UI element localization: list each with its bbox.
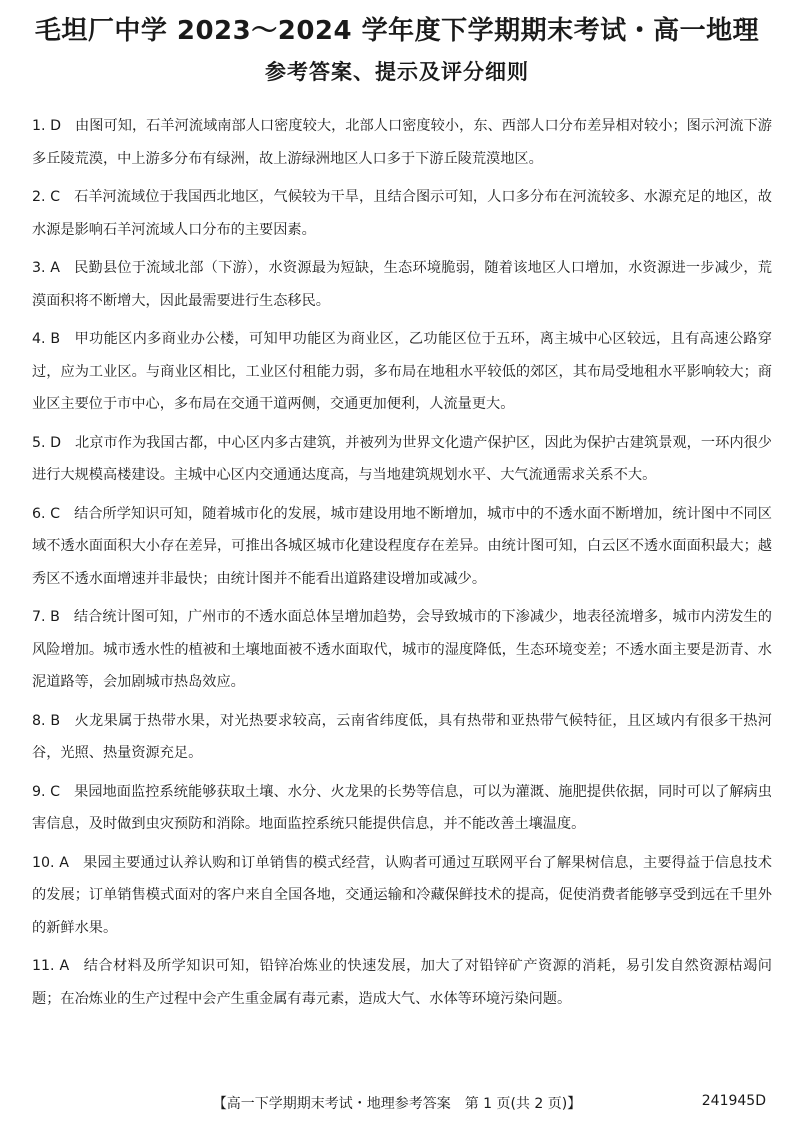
answer-number: 10. A bbox=[32, 854, 69, 871]
answer-item bbox=[32, 776, 772, 841]
page-title: 毛坦厂中学 2023～2024 学年度下学期期末考试・高一地理 bbox=[34, 16, 760, 46]
answer-number: 11. A bbox=[32, 958, 70, 974]
answer-item bbox=[32, 323, 772, 421]
footer-page-info: 【高一下学期期末考试・地理参考答案 第 1 页(共 2 页)】 bbox=[212, 1096, 582, 1112]
answer-number: 1. D bbox=[32, 118, 62, 134]
answer-list bbox=[32, 110, 772, 1021]
answer-item bbox=[32, 181, 772, 246]
answer-explanation: 结合统计图可知，广州市的不透水面总体呈增加趋势，会导致城市的下渗减少，地表径流增多，城市内涝发生的风险增加。城市透水性的植被和土壤地面被不透水面取代，城市的湿度降低，生态环境变差；不透水面主要是沥青、水泥道路等，会加剧城市热岛效应。 bbox=[32, 609, 772, 690]
answer-number: 8. B bbox=[32, 712, 61, 729]
answer-explanation: 果园地面监控系统能够获取土壤、水分、火龙果的长势等信息，可以为灌溉、施肥提供依据，同时可以了解病虫害信息，及时做到虫灾预防和消除。地面监控系统只能提供信息，并不能改善土壤温度。 bbox=[32, 783, 772, 832]
answer-item bbox=[32, 427, 772, 492]
answer-item bbox=[32, 498, 772, 596]
answer-number: 5. D bbox=[32, 434, 62, 451]
answer-explanation: 结合所学知识可知，随着城市化的发展，城市建设用地不断增加，城市中的不透水面不断增加，统计图中不同区域不透水面面积大小存在差异，可推出各城区城市化建设程度存在差异。由统计图可知，白云区不透水面面积最大；越秀区不透水面增速并非最快；由统计图并不能看出道路建设增加或减少。 bbox=[32, 505, 772, 587]
answer-explanation: 结合材料及所学知识可知，铅锌冶炼业的快速发展，加大了对铅锌矿产资源的消耗，易引发自然资源枯竭问题；在冶炼业的生产过程中会产生重金属有毒元素，造成大气、水体等环境污染问题。 bbox=[32, 958, 772, 1007]
answer-number: 6. C bbox=[32, 505, 61, 522]
answer-explanation: 甲功能区内多商业办公楼，可知甲功能区为商业区，乙功能区位于五环，离主城中心区较远，且有高速公路穿过，应为工业区。与商业区相比，工业区付租能力弱，多布局在地租水平较低的郊区，其布局受地租水平影响较大；商业区主要位于市中心，多布局在交通干道两侧，交通更加便利，人流量更大。 bbox=[32, 331, 772, 412]
footer-doc-code: 241945D bbox=[701, 1093, 766, 1109]
page-subtitle: 参考答案、提示及评分细则 bbox=[265, 60, 529, 84]
answer-number: 2. C bbox=[32, 189, 61, 205]
answer-number: 9. C bbox=[32, 783, 61, 800]
answer-explanation: 石羊河流域位于我国西北地区，气候较为干旱，且结合图示可知，人口多分布在河流较多、水源充足的地区，故水源是影响石羊河流域人口分布的主要因素。 bbox=[32, 189, 772, 238]
answer-item bbox=[32, 847, 772, 945]
answer-explanation: 北京市作为我国古都，中心区内多古建筑，并被列为世界文化遗产保护区，因此为保护古建筑景观，一环内很少进行大规模高楼建设。主城中心区内交通通达度高，与当地建筑规划水平、大气流通需求关系不大。 bbox=[32, 434, 772, 483]
answer-explanation: 火龙果属于热带水果，对光热要求较高，云南省纬度低，具有热带和亚热带气候特征，且区域内有很多干热河谷，光照、热量资源充足。 bbox=[32, 712, 772, 761]
answer-item bbox=[32, 110, 772, 175]
answer-explanation: 果园主要通过认养认购和订单销售的模式经营，认购者可通过互联网平台了解果树信息，主要得益于信息技术的发展；订单销售模式面对的客户来自全国各地，交通运输和冷藏保鲜技术的提高，促使消费者能够享受到远在千里外的新鲜水果。 bbox=[32, 854, 772, 936]
answer-number: 4. B bbox=[32, 331, 61, 347]
answer-explanation: 民勤县位于流域北部（下游），水资源最为短缺，生态环境脆弱，随着该地区人口增加，水资源进一步减少，荒漠面积将不断增大，因此最需要进行生态移民。 bbox=[32, 260, 772, 309]
answer-item bbox=[32, 252, 772, 317]
answer-number: 7. B bbox=[32, 609, 60, 625]
page-footer bbox=[0, 1093, 794, 1117]
answer-item bbox=[32, 705, 772, 770]
answer-item bbox=[32, 601, 772, 699]
answer-explanation: 由图可知，石羊河流域南部人口密度较大，北部人口密度较小，东、西部人口分布差异相对较小；图示河流下游多丘陵荒漠，中上游多分布有绿洲，故上游绿洲地区人口多于下游丘陵荒漠地区。 bbox=[32, 118, 772, 167]
answer-number: 3. A bbox=[32, 260, 60, 276]
answer-item bbox=[32, 950, 772, 1015]
